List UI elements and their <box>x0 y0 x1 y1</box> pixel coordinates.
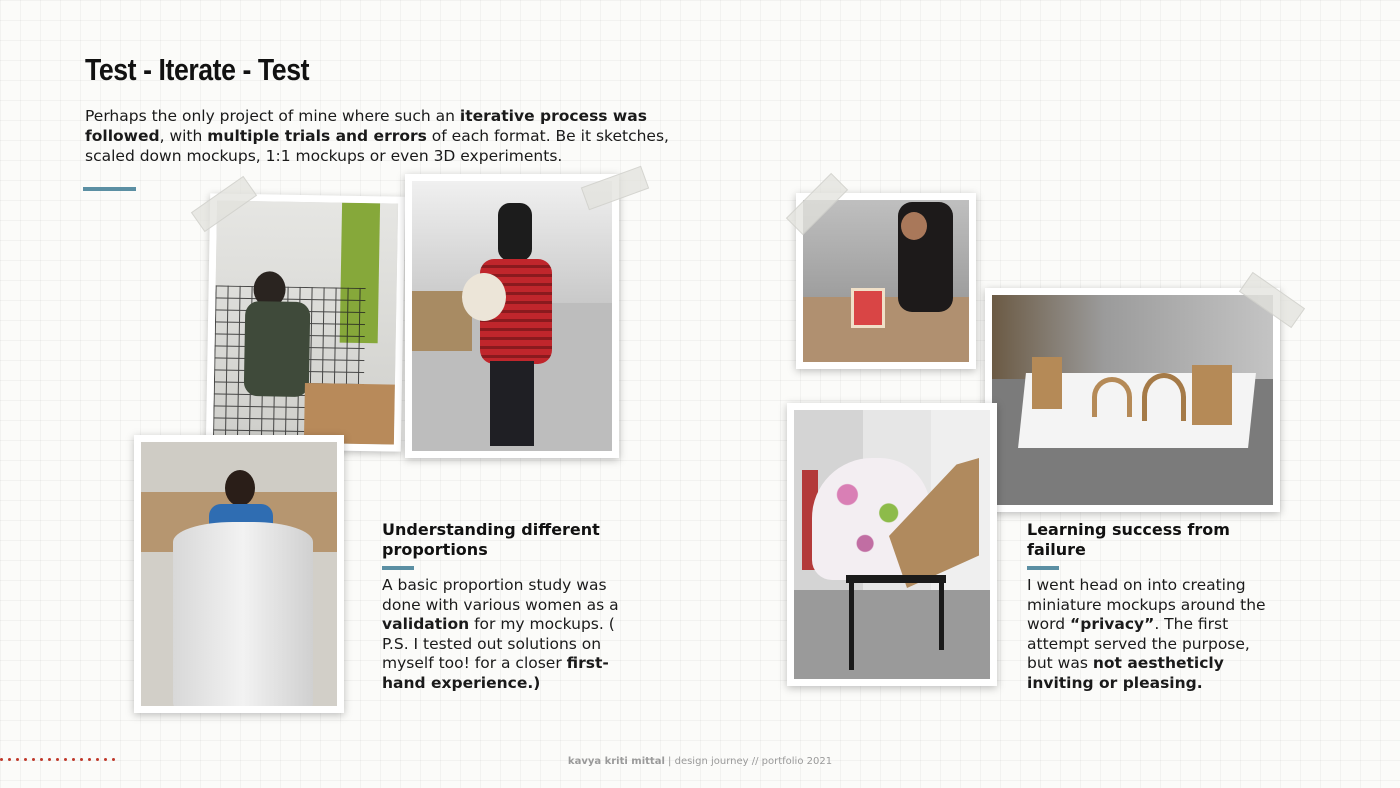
intro-accent-bar <box>83 187 136 191</box>
photo-grid-mockup <box>206 193 405 451</box>
left-text-2: for my mockups. ( P.S. I tested out solutions on myself too! for a closer <box>382 615 615 672</box>
right-section-accent-bar <box>1027 566 1059 570</box>
left-section-body <box>382 576 632 693</box>
left-bold-2: first-hand experience.) <box>382 654 609 692</box>
right-section-title: Learning success from failure <box>1027 520 1230 559</box>
right-bold-2: not aestheticly inviting or pleasing. <box>1027 654 1224 692</box>
miniature-making-image <box>803 200 969 362</box>
photo-woman-pillow <box>405 174 619 458</box>
cardboard-models-image <box>992 295 1273 505</box>
photo-cardboard-models <box>985 288 1280 512</box>
footer-rest: | design journey // portfolio 2021 <box>664 756 833 767</box>
intro-bold-2: multiple trials and errors <box>207 127 427 145</box>
intro-text-1: Perhaps the only project of mine where such an <box>85 107 460 125</box>
intro-text-3: of each format. Be it sketches, scaled down mockups, 1:1 mockups or even 3D experiments. <box>85 127 669 165</box>
right-text-1: I went head on into creating miniature mockups around the word <box>1027 576 1266 633</box>
left-section-accent-bar <box>382 566 414 570</box>
grid-mockup-image <box>213 200 398 444</box>
right-section-body <box>1027 576 1275 693</box>
footer <box>0 756 1400 767</box>
right-text-2: . The first attempt served the purpose, but was <box>1027 615 1250 672</box>
intro-paragraph <box>85 106 705 166</box>
left-bold-1: validation <box>382 615 470 633</box>
floral-mockup-image <box>794 410 990 679</box>
page-title: Test - Iterate - Test <box>85 52 310 87</box>
photo-miniature-making <box>796 193 976 369</box>
intro-bold-1: iterative process was followed <box>85 107 647 145</box>
footer-author: kavya kriti mittal <box>567 756 665 767</box>
photo-proportion-study <box>134 435 344 713</box>
left-section-title: Understanding different proportions <box>382 520 600 559</box>
right-bold-1: “privacy” <box>1070 615 1155 633</box>
photo-floral-mockup <box>787 403 997 686</box>
intro-text-2: , with <box>159 127 208 145</box>
left-text-1: A basic proportion study was done with various women as a <box>382 576 619 614</box>
proportion-study-image <box>141 442 337 706</box>
woman-pillow-image <box>412 181 612 451</box>
